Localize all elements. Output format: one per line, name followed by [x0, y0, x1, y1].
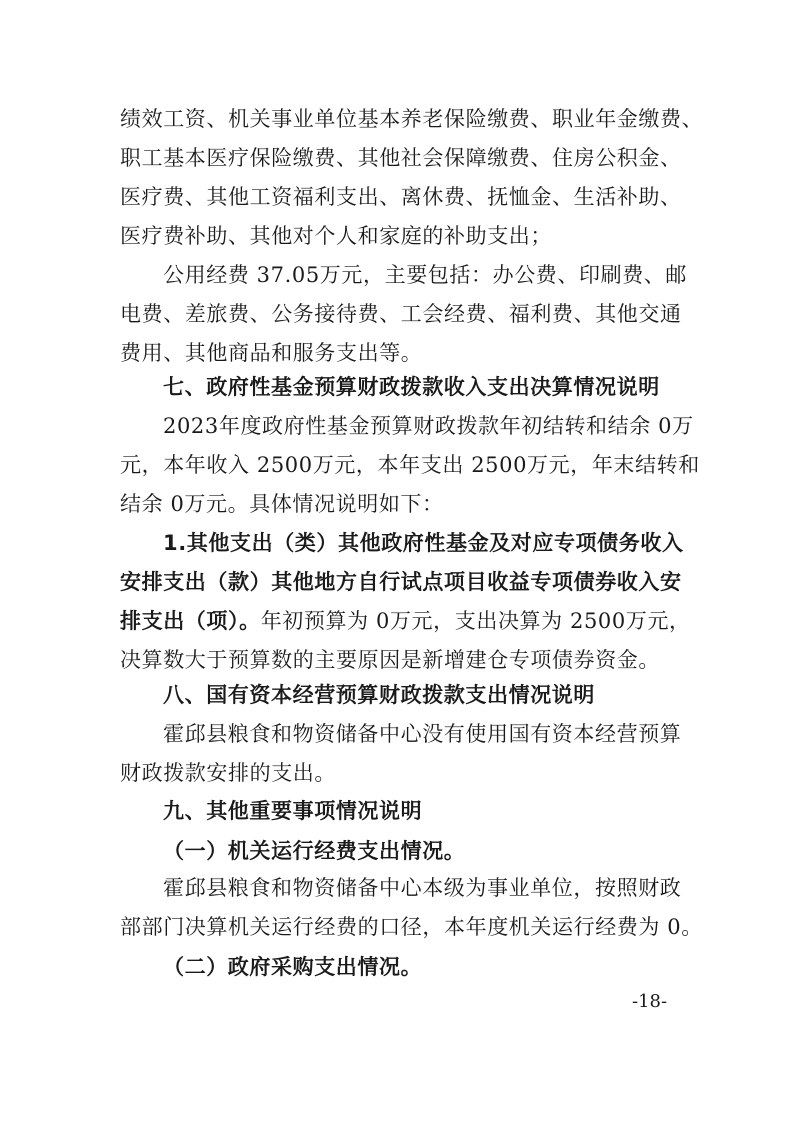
subsection-heading-2: （二）政府采购支出情况。 — [163, 955, 423, 979]
body-text-line: 费用、其他商品和服务支出等。 — [120, 341, 423, 365]
body-text-line: 电费、差旅费、公务接待费、工会经费、福利费、其他交通 — [120, 302, 682, 326]
public-expense-paragraph: 公用经费 37.05万元，主要包括：办公费、印刷费、邮 — [163, 263, 687, 287]
item-1-title: 1.其他支出（类）其他政府性基金及对应专项债务收入 — [163, 531, 684, 555]
section8-paragraph: 霍邱县粮食和物资储备中心没有使用国有资本经营预算 — [163, 722, 682, 746]
item-1-budget-text: 年初预算为 0万元，支出决算为 2500万元， — [260, 609, 691, 633]
item-1-title-end: 排支出（项）。 — [120, 609, 261, 633]
body-text-line: 结余 0万元。具体情况说明如下： — [120, 492, 444, 516]
body-text-line: 医疗费、其他工资福利支出、离休费、抚恤金、生活补助、 — [120, 185, 682, 209]
body-text-line: 绩效工资、机关事业单位基本养老保险缴费、职业年金缴费、 — [120, 107, 704, 131]
item-1-line — [120, 606, 691, 636]
item-1-title: 安排支出（款）其他地方自行试点项目收益专项债券收入安 — [120, 570, 682, 594]
subsection-heading-1: （一）机关运行经费支出情况。 — [163, 839, 466, 863]
section7-paragraph: 2023年度政府性基金预算财政拨款年初结转和结余 0万 — [163, 414, 694, 438]
body-text-line: 部部门决算机关运行经费的口径，本年度机关运行经费为 0。 — [120, 915, 703, 939]
body-text-line: 决算数大于预算数的主要原因是新增建仓专项债券资金。 — [120, 648, 660, 672]
subsection1-paragraph: 霍邱县粮食和物资储备中心本级为事业单位，按照财政 — [163, 876, 682, 900]
body-text-line: 医疗费补助、其他对个人和家庭的补助支出； — [120, 224, 552, 248]
page-number: -18- — [632, 991, 668, 1012]
section-heading-8: 八、国有资本经营预算财政拨款支出情况说明 — [163, 683, 595, 707]
body-text-line: 职工基本医疗保险缴费、其他社会保障缴费、住房公积金、 — [120, 146, 682, 170]
section-heading-9: 九、其他重要事项情况说明 — [163, 799, 423, 823]
section-heading-7: 七、政府性基金预算财政拨款收入支出决算情况说明 — [163, 375, 660, 399]
body-text-line: 财政拨款安排的支出。 — [120, 761, 336, 785]
body-text-line: 元，本年收入 2500万元，本年支出 2500万元，年末结转和 — [120, 453, 700, 477]
